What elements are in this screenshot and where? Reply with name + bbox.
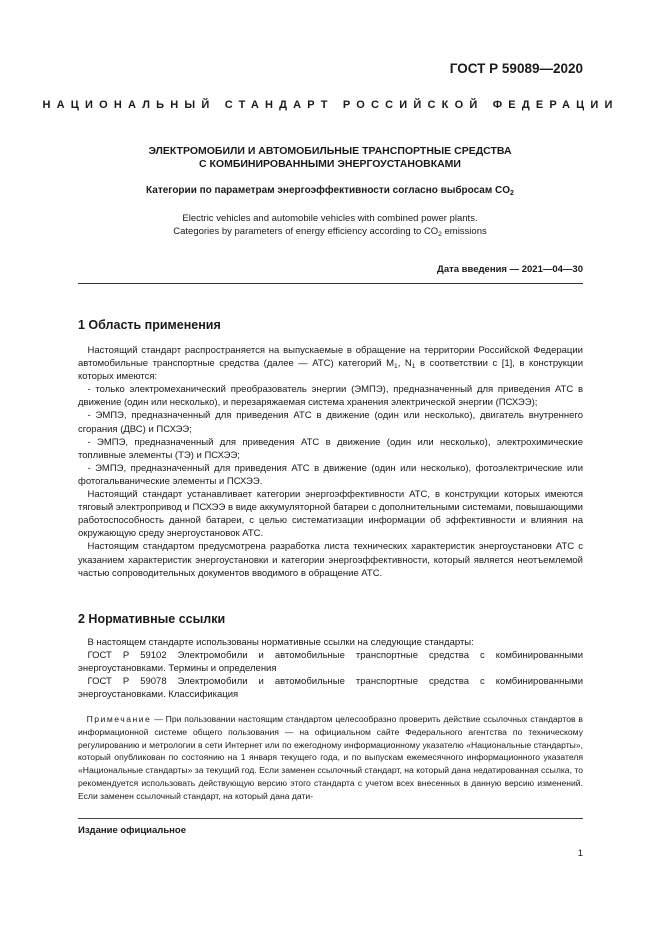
p1-sub-1: 1 bbox=[394, 363, 398, 371]
footer-divider bbox=[78, 818, 583, 819]
section-2-heading: 2 Нормативные ссылки bbox=[78, 612, 226, 626]
p3-text: Настоящим стандартом предусмотрена разработка листа технических характеристик энергоустановки АТС с указанием характеристик энергоустановки и категории энергоэффективности, который является неотъемлемой частью сопроводительных документов вводимого в обращение АТС. bbox=[78, 541, 583, 579]
english-title-line-1: Electric vehicles and automobile vehicles with combined power plants. bbox=[182, 213, 478, 224]
reference-text: ГОСТ Р 59102 Электромобили и автомобильные транспортные средства с комбинированными энергоустановками. Термины и определения bbox=[78, 650, 583, 675]
english-title bbox=[60, 212, 600, 238]
english-title-line-2-tail: emissions bbox=[441, 226, 487, 237]
section-1-body bbox=[78, 344, 583, 580]
standard-number: ГОСТ Р 59089—2020 bbox=[449, 61, 583, 76]
reference-item bbox=[78, 649, 583, 675]
list-item-text: - ЭМПЭ, предназначенный для приведения АТС в движение (один или несколько), фотоэлектрические или фотогальванические элементы и ПСХЭЭ. bbox=[78, 462, 583, 487]
subtitle-text: Категории по параметрам энергоэффективности согласно выбросам CO bbox=[146, 185, 511, 196]
list-item bbox=[78, 436, 583, 462]
note-text: — При пользовании настоящим стандартом целесообразно проверить действие ссылочных стандартов в информационной системе общего пользования — на официальном сайте Федерального агентства по техническому регулированию и метрологии в сети Интернет или по ежегодному информационному указателю «Национальные стандарты», который опубликован по состоянию на 1 января текущего года, и по выпускам ежемесячного информационного указателя «Национальные стандарты» за текущий год. Если заменен ссылочный стандарт, на который дана недатированная ссылка, то рекомендуется использовать действующую версию этого стандарта с учетом всех внесенных в данную версию изменений. Если заменен ссылочный стандарт, на который дана дати- bbox=[78, 714, 583, 801]
title-line-2: С КОМБИНИРОВАННЫМИ ЭНЕРГОУСТАНОВКАМИ bbox=[199, 158, 461, 170]
english-title-subscript: 2 bbox=[438, 231, 442, 238]
national-standard-heading: НАЦИОНАЛЬНЫЙ СТАНДАРТ РОССИЙСКОЙ ФЕДЕРАЦИИ bbox=[42, 99, 619, 111]
p2-text: Настоящий стандарт устанавливает категории энергоэффективности АТС, в конструкции которых имеются тяговый электропривод и ПСХЭЭ в виде аккумуляторной батареи с дополнительными системами, повышающими работоспособность данной батареи, с целью систематизации информации об эффективности и влияния на окружающую среду энергоустановок АТС. bbox=[78, 489, 583, 540]
p1-text-c: в соответствии с [1], в конструкции которых имеются: bbox=[78, 358, 583, 383]
list-item bbox=[78, 409, 583, 435]
reference-item bbox=[78, 675, 583, 701]
official-edition-label: Издание официальное bbox=[78, 825, 186, 836]
reference-text: ГОСТ Р 59078 Электромобили и автомобильные транспортные средства с комбинированными энергоустановками. Классификация bbox=[78, 676, 583, 701]
section-1-paragraph-3 bbox=[78, 540, 583, 579]
page-number: 1 bbox=[577, 848, 583, 859]
note bbox=[78, 713, 583, 803]
english-title-line-2-text: Categories by parameters of energy efficiency according to CO bbox=[173, 226, 439, 237]
note-label: Примечание bbox=[86, 714, 152, 724]
section-2-paragraph-1 bbox=[78, 636, 583, 649]
s2-p1-text: В настоящем стандарте использованы нормативные ссылки на следующие стандарты: bbox=[87, 637, 474, 648]
section-1-paragraph-2 bbox=[78, 488, 583, 540]
list-item bbox=[78, 462, 583, 488]
p1-sub-2: 1 bbox=[411, 363, 416, 371]
list-item bbox=[78, 383, 583, 409]
list-item-text: - ЭМПЭ, предназначенный для приведения АТС в движение (один или несколько), двигатель внутреннего сгорания (ДВС) и ПСХЭЭ; bbox=[78, 410, 583, 435]
list-item-text: - только электромеханический преобразователь энергии (ЭМПЭ), предназначенный для приведения АТС в движение (один или несколько), и перезаряжаемая система хранения электрической энергии (ПСХЭЭ); bbox=[78, 384, 583, 409]
subtitle-subscript: 2 bbox=[510, 190, 514, 197]
section-2-body bbox=[78, 636, 583, 701]
document-title bbox=[60, 145, 600, 171]
section-1-paragraph-1 bbox=[78, 344, 583, 383]
english-title-line-2 bbox=[60, 225, 600, 238]
header-divider bbox=[78, 283, 583, 284]
title-line-1: ЭЛЕКТРОМОБИЛИ И АВТОМОБИЛЬНЫЕ ТРАНСПОРТНЫЕ СРЕДСТВА bbox=[148, 145, 512, 157]
document-subtitle bbox=[60, 185, 600, 196]
introduction-date: Дата введения — 2021—04—30 bbox=[437, 264, 583, 275]
p1-text-b: , N bbox=[397, 358, 412, 370]
p1-text-a: Настоящий стандарт распространяется на выпускаемые в обращение на территории Российской Федерации автомобильные транспортные средства (далее — АТС) категорий M bbox=[78, 345, 583, 370]
section-1-heading: 1 Область применения bbox=[78, 318, 221, 332]
list-item-text: - ЭМПЭ, предназначенный для приведения АТС в движение (один или несколько), электрохимические топливные элементы (ТЭ) и ПСХЭЭ; bbox=[78, 436, 583, 461]
